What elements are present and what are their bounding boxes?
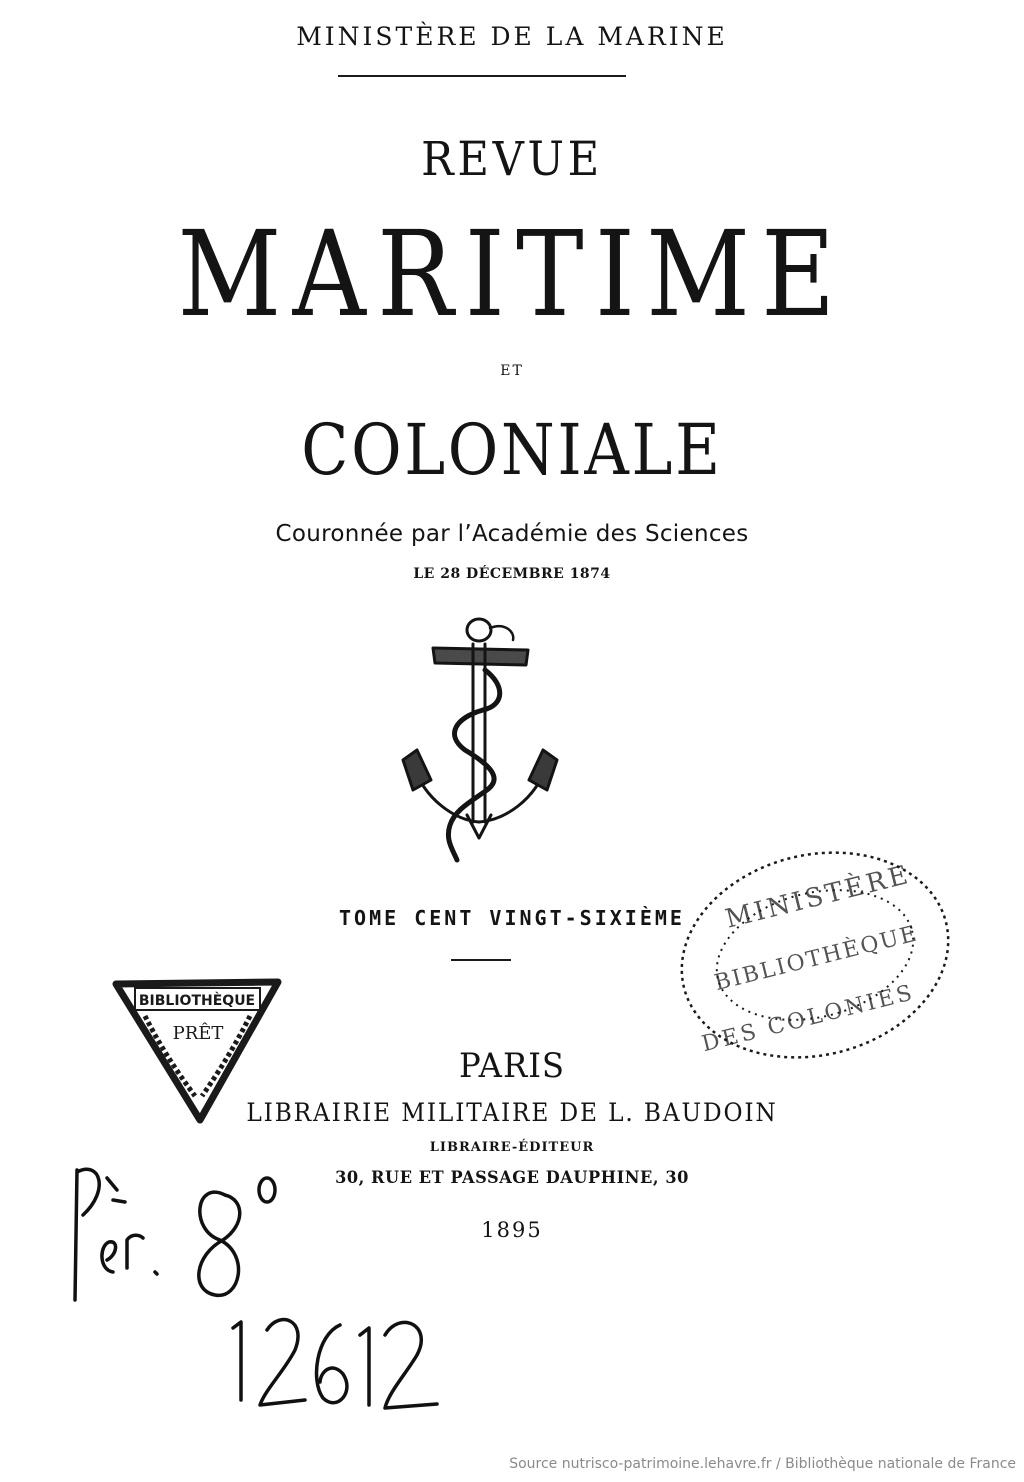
ministry-library-stamp <box>670 825 960 1070</box>
publisher-city: PARIS <box>458 1046 566 1086</box>
publication-year: 1895 <box>481 1218 543 1242</box>
publisher-name: LIBRAIRIE MILITAIRE DE L. BAUDOIN <box>246 1098 778 1127</box>
stamp-loan-text: PRÊT <box>172 1023 224 1044</box>
publisher-address: 30, RUE ET PASSAGE DAUPHINE, 30 <box>335 1168 689 1188</box>
title-conjunction: ET <box>500 363 524 379</box>
award-date: LE 28 DÉCEMBRE 1874 <box>413 566 611 582</box>
anchor-icon <box>395 610 580 870</box>
stamp-ministry-text: MINISTÈRE <box>722 859 914 935</box>
handwritten-shelfmark <box>55 1160 445 1430</box>
stamp-colonies-text: DES COLONIES <box>699 980 918 1058</box>
title-maritime: MARITIME <box>177 205 847 343</box>
award-text: Couronnée par l’Académie des Sciences <box>275 521 749 547</box>
publisher-role: LIBRAIRE-ÉDITEUR <box>429 1140 595 1155</box>
title-revue: REVUE <box>421 132 603 187</box>
divider-rule <box>338 75 626 77</box>
divider-rule-short <box>451 959 511 961</box>
stamp-library-text: BIBLIOTHÈQUE <box>138 993 256 1009</box>
library-loan-stamp <box>110 976 285 1126</box>
stamp-library-label: BIBLIOTHÈQUE <box>712 921 921 997</box>
ministry-heading: MINISTÈRE DE LA MARINE <box>296 22 728 51</box>
source-attribution: Source nutrisco-patrimoine.lehavre.fr / Bibliothèque nationale de France <box>509 1456 1016 1472</box>
volume-tome: TOME CENT VINGT-SIXIÈME <box>339 906 685 930</box>
title-coloniale: COLONIALE <box>301 409 723 491</box>
